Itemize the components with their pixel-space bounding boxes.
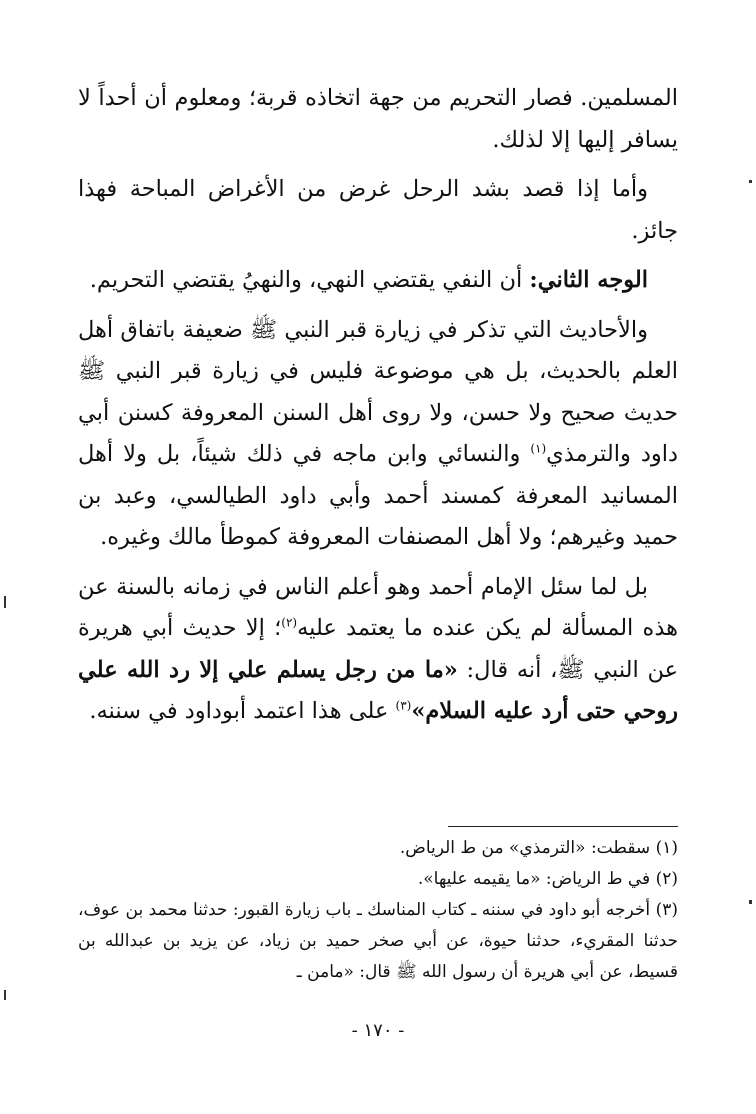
paragraph-4-part-a: والأحاديث التي تذكر في زيارة قبر النبي ﷺ ضعيفة باتفاق أهل العلم بالحديث، بل هي موضوعة فليس في زيارة قبر النبي ﷺ حديث صحيح ولا حسن، ولا روى أهل السنن المعروفة كسنن أبي داود والترمذي <box>78 316 678 467</box>
paragraph-3-text: أن النفي يقتضي النهي، والنهيُ يقتضي التحريم. <box>89 267 530 293</box>
paragraph-3 <box>78 260 678 302</box>
edge-mark-left-bottom <box>4 990 6 1000</box>
hadith-quote: «ما من رجل يسلم علي إلا رد الله علي روحي حتى أرد عليه السلام» <box>78 656 678 724</box>
page-number: - ١٧٠ - <box>351 1020 405 1041</box>
paragraph-5-part-b: ؛ إلا حديث أبي هريرة عن النبي ﷺ، أنه قال: <box>78 615 679 683</box>
paragraph-4-part-b: والنسائي وابن ماجه في ذلك شيئاً، بل ولا أهل المسانيد المعرفة كمسند أحمد وأبي داود الطيالسي، وعبد بن حميد وغيرهم؛ ولا أهل المصنفات المعروفة كموطأ مالك وغيره. <box>78 441 678 550</box>
footnotes-section <box>78 826 678 988</box>
footnote-ref-3: (٣) <box>395 698 412 713</box>
footnote-2: (٢) في ط الرياض: «ما يقيمه عليها». <box>417 869 678 889</box>
paragraph-5 <box>78 567 678 733</box>
paragraph-5-part-a: بل لما سئل الإمام أحمد وهو أعلم الناس في زمانه بالسنة عن هذه المسألة لم يكن عنده ما يعتمد عليه <box>78 573 679 641</box>
paragraph-4 <box>78 310 678 559</box>
paragraph-1: المسلمين. فصار التحريم من جهة اتخاذه قربة؛ ومعلوم أن أحداً لا يسافر إليها إلا لذلك. <box>78 85 678 153</box>
footnote-ref-1: (١) <box>530 441 547 456</box>
footnote-3: (٣) أخرجه أبو داود في سننه ـ كتاب المناسك ـ باب زيارة القبور: حدثنا محمد بن عوف، حدثنا المقريء، حدثنا حيوة، عن أبي صخر حميد بن زياد، عن يزيد بن عبدالله بن قسيط، عن أبي هريرة أن رسول الله ﷺ قال: «مامن ـ <box>78 900 678 982</box>
paragraph-2: وأما إذا قصد بشد الرحل غرض من الأغراض المباحة فهذا جائز. <box>78 176 678 244</box>
footnote-1: (١) سقطت: «الترمذي» من ط الرياض. <box>399 838 678 858</box>
footnote-ref-2: (٢) <box>281 615 298 630</box>
page-body <box>78 78 678 733</box>
footnote-divider <box>448 826 678 827</box>
paragraph-5-part-c: على هذا اعتمد أبوداود في سننه. <box>89 698 396 724</box>
edge-mark-right-bottom <box>749 900 752 904</box>
edge-mark-left-middle <box>4 596 6 608</box>
section-heading: الوجه الثاني: <box>529 267 648 293</box>
edge-mark-right-top <box>749 180 752 183</box>
